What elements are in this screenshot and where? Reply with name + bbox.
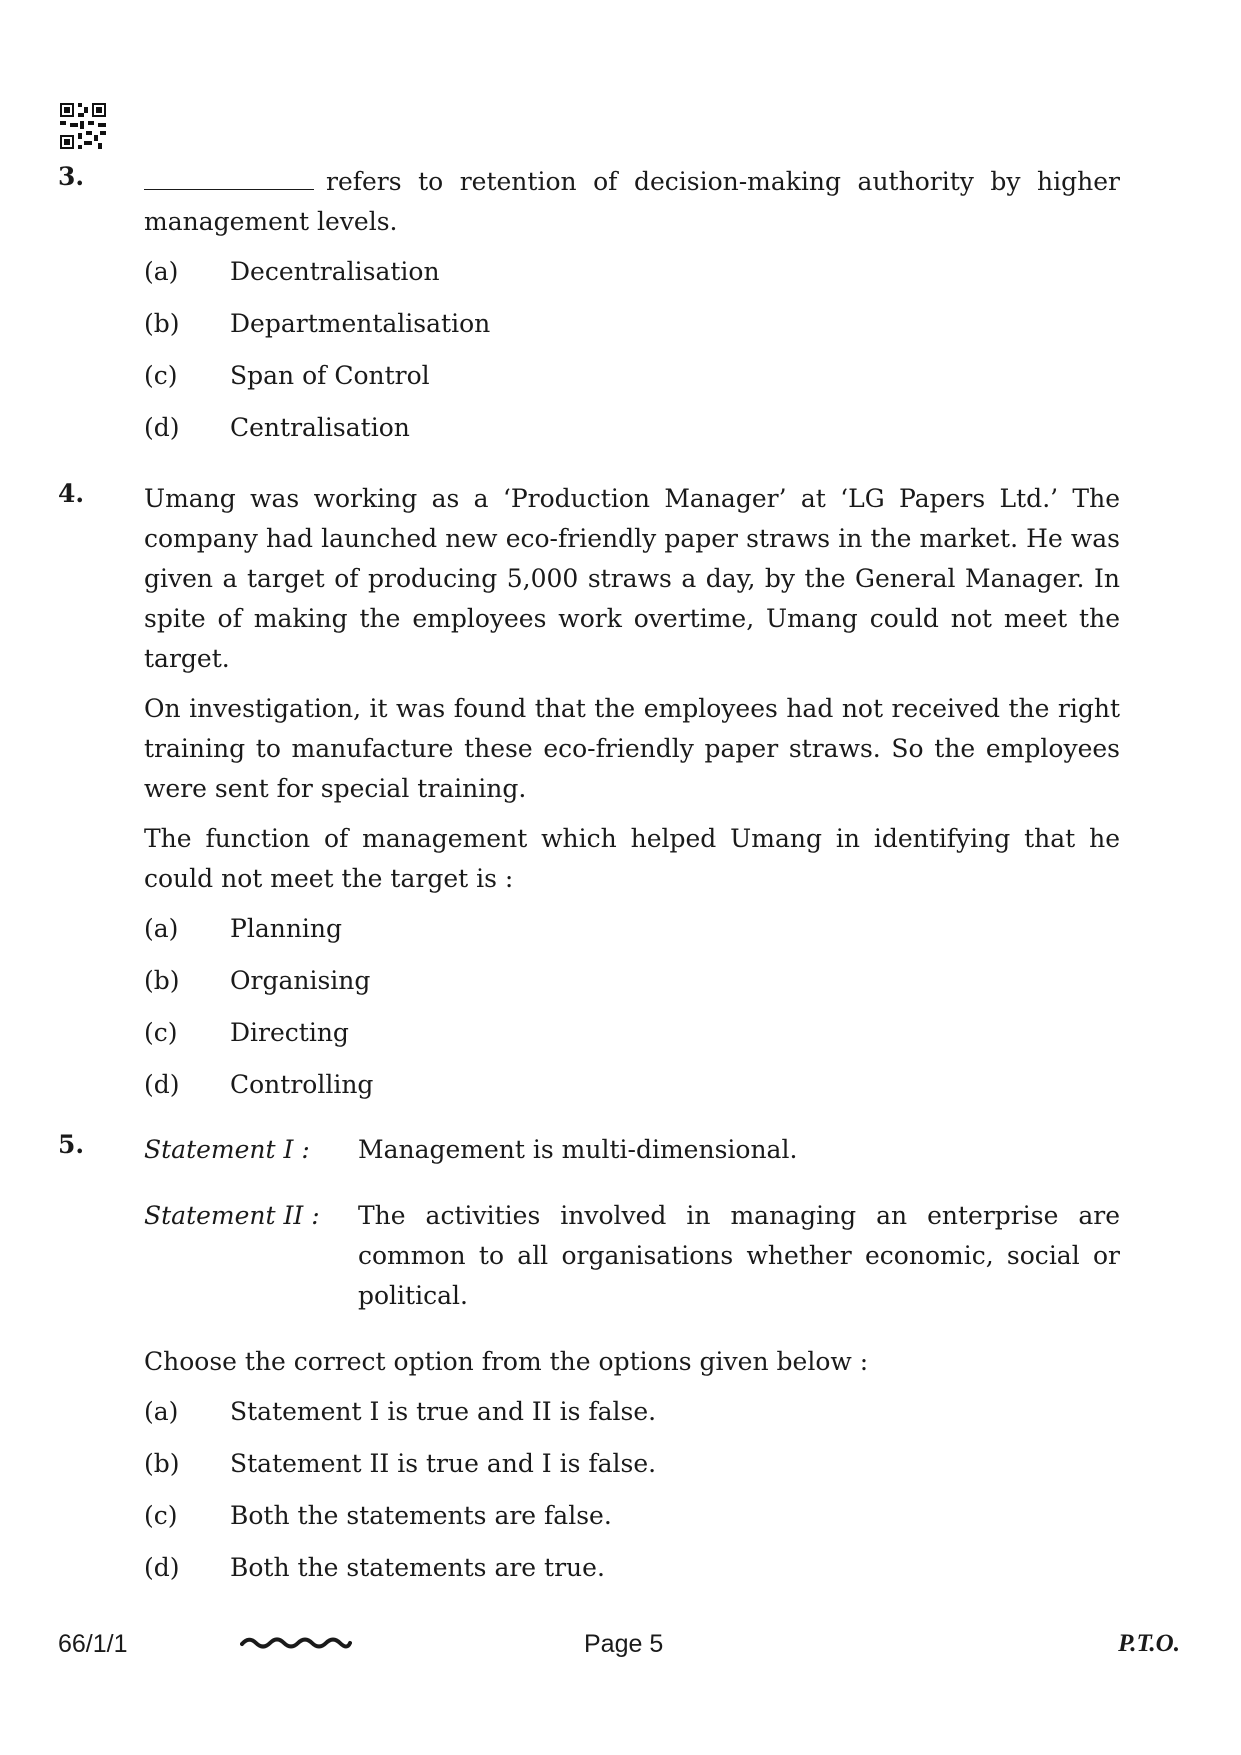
option-c[interactable] <box>144 356 1120 408</box>
question-number: 4. <box>58 479 85 508</box>
option-b[interactable] <box>144 304 1120 356</box>
option-text: Statement II is true and I is false. <box>230 1449 657 1478</box>
option-text: Directing <box>230 1018 349 1047</box>
question-5 <box>58 1130 1120 1600</box>
case-paragraph: Umang was working as a ‘Production Manager’ at ‘LG Papers Ltd.’ The company had launched new eco-friendly paper straws in the market. He was given a target of producing 5,000 straws a day, by the General Manager. In spite of making the employees work overtime, Umang could not meet the target. <box>144 484 1120 673</box>
option-text: Planning <box>230 914 343 943</box>
option-d[interactable] <box>144 408 1120 460</box>
option-c[interactable] <box>144 1013 1120 1065</box>
question-4 <box>58 479 1120 1117</box>
question-3 <box>58 162 1120 460</box>
option-label: (a) <box>144 257 179 286</box>
option-text: Organising <box>230 966 371 995</box>
question-instruction: Choose the correct option from the options given below : <box>144 1347 869 1376</box>
question-stem <box>144 162 1120 242</box>
option-label: (c) <box>144 1018 178 1047</box>
statement-text: Management is multi-dimensional. <box>358 1135 798 1164</box>
statement-2 <box>144 1196 1120 1316</box>
option-text: Centralisation <box>230 413 410 442</box>
case-paragraph: On investigation, it was found that the employees had not received the right training to manufacture these eco-friendly paper straws. So the employees were sent for special training. <box>144 694 1120 803</box>
page-footer <box>58 1630 1180 1670</box>
page-number: Page 5 <box>584 1630 664 1658</box>
option-text: Controlling <box>230 1070 374 1099</box>
option-label: (d) <box>144 413 180 442</box>
option-d[interactable] <box>144 1065 1120 1117</box>
option-b[interactable] <box>144 1444 1120 1496</box>
please-turn-over: P.T.O. <box>1118 1630 1180 1657</box>
option-text: Statement I is true and II is false. <box>230 1397 657 1426</box>
option-c[interactable] <box>144 1496 1120 1548</box>
statement-label: Statement I : <box>144 1135 310 1164</box>
wave-divider-icon <box>240 1632 352 1654</box>
option-label: (c) <box>144 1501 178 1530</box>
option-list <box>144 252 1120 460</box>
statement-text: The activities involved in managing an enterprise are common to all organisations whether economic, social or political. <box>358 1201 1120 1310</box>
option-text: Span of Control <box>230 361 430 390</box>
question-prompt: The function of management which helped Umang in identifying that he could not meet the target is : <box>144 824 1120 893</box>
statement-label: Statement II : <box>144 1201 320 1230</box>
option-a[interactable] <box>144 252 1120 304</box>
paper-code: 66/1/1 <box>58 1630 128 1658</box>
option-label: (b) <box>144 966 180 995</box>
question-number: 3. <box>58 162 85 191</box>
question-number: 5. <box>58 1130 85 1159</box>
option-list <box>144 909 1120 1117</box>
answer-blank <box>144 167 314 190</box>
statement-1 <box>144 1130 1120 1170</box>
option-text: Both the statements are false. <box>230 1501 612 1530</box>
option-label: (d) <box>144 1553 180 1582</box>
option-a[interactable] <box>144 1392 1120 1444</box>
option-d[interactable] <box>144 1548 1120 1600</box>
option-label: (b) <box>144 1449 180 1478</box>
option-label: (d) <box>144 1070 180 1099</box>
qr-code-icon <box>60 103 106 149</box>
option-label: (b) <box>144 309 180 338</box>
option-label: (a) <box>144 1397 179 1426</box>
option-text: Both the statements are true. <box>230 1553 605 1582</box>
option-label: (c) <box>144 361 178 390</box>
option-label: (a) <box>144 914 179 943</box>
option-b[interactable] <box>144 961 1120 1013</box>
question-stem-text: refers to retention of decision-making authority by higher management levels. <box>144 167 1120 236</box>
option-list <box>144 1392 1120 1600</box>
option-a[interactable] <box>144 909 1120 961</box>
option-text: Departmentalisation <box>230 309 491 338</box>
option-text: Decentralisation <box>230 257 440 286</box>
